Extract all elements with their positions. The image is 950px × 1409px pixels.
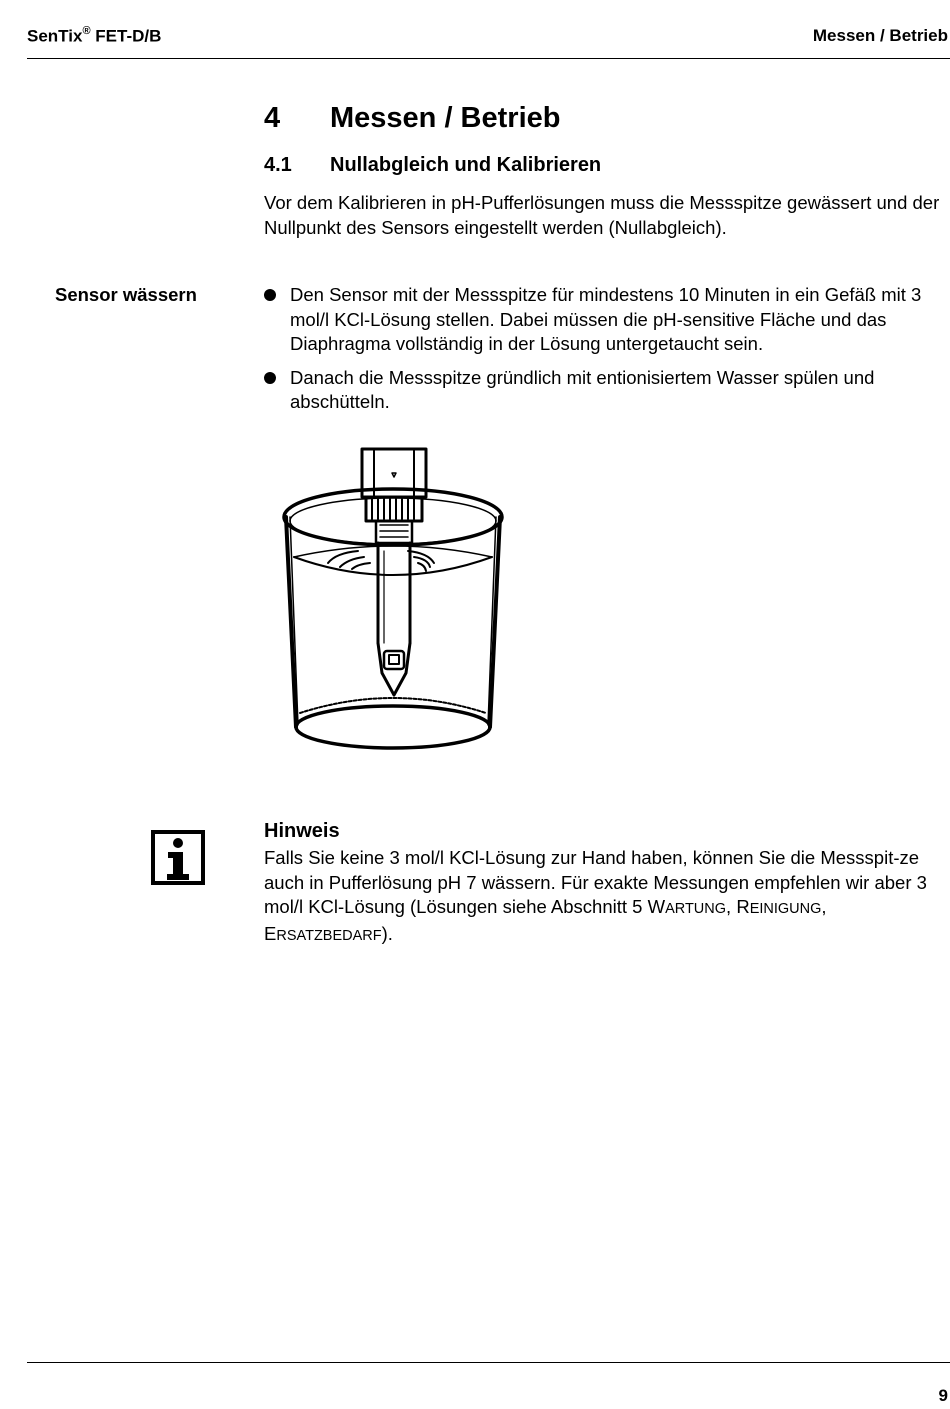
xref-rest: ARTUNG bbox=[665, 901, 727, 917]
footer-rule bbox=[27, 1362, 950, 1363]
xref-initial: W bbox=[647, 896, 666, 917]
xref-ersatzbedarf bbox=[264, 923, 382, 944]
list-item bbox=[264, 283, 950, 357]
xref-rest: EINIGUNG bbox=[749, 901, 822, 917]
bullet-icon bbox=[264, 372, 276, 384]
margin-label: Sensor wässern bbox=[55, 284, 197, 305]
info-icon bbox=[150, 826, 208, 888]
header-product bbox=[27, 26, 161, 47]
header-product-model: FET-D/B bbox=[95, 26, 162, 46]
list-item-text: Danach die Messspitze gründlich mit entionisiertem Wasser spülen und abschütteln. bbox=[290, 366, 875, 412]
header-rule bbox=[27, 58, 950, 59]
section-title: Nullabgleich und Kalibrieren bbox=[330, 154, 602, 176]
xref-separator: , bbox=[726, 896, 737, 917]
chapter-title: Messen / Betrieb bbox=[330, 102, 561, 134]
header-product-name: SenTix bbox=[27, 26, 83, 46]
note-title: Hinweis bbox=[264, 820, 340, 842]
header-section-title: Messen / Betrieb bbox=[812, 26, 948, 45]
xref-wartung bbox=[648, 896, 726, 917]
xref-initial: E bbox=[264, 922, 277, 944]
list-item bbox=[264, 366, 950, 415]
chapter-number: 4 bbox=[264, 102, 281, 134]
xref-separator: , bbox=[821, 896, 827, 917]
bullet-icon bbox=[264, 289, 276, 301]
sensor-in-beaker-illustration bbox=[278, 443, 510, 755]
xref-reinigung bbox=[736, 896, 821, 917]
registered-mark: ® bbox=[82, 25, 91, 37]
note-text-body: Falls Sie keine 3 mol/l KCl-Lösung zur Hand haben, können Sie die Messspit-ze auch in Pufferlösung pH 7 wässern. Für exakte Messungen empfehlen wir aber 3 mol/l KCl-Lösung (Lösungen siehe Abschnitt 5 bbox=[264, 847, 927, 917]
page-number: 9 bbox=[938, 1386, 948, 1405]
xref-rest: RSATZBEDARF bbox=[276, 927, 382, 944]
section-intro: Vor dem Kalibrieren in pH-Pufferlösungen muss die Messspitze gewässert und der Nullpunkt des Sensors eingestellt werden (Nullabgleich). bbox=[264, 192, 940, 238]
section-number: 4.1 bbox=[264, 154, 292, 176]
note-text bbox=[264, 846, 950, 948]
step-list bbox=[264, 283, 950, 424]
note-text-end: ). bbox=[381, 922, 393, 944]
list-item-text: Den Sensor mit der Messspitze für mindestens 10 Minuten in ein Gefäß mit 3 mol/l KCl-Lösung stellen. Dabei müssen die pH-sensitive Fläche und das Diaphragma vollständig in der Lösung untergetaucht sein. bbox=[290, 284, 922, 354]
xref-initial: R bbox=[736, 896, 750, 917]
